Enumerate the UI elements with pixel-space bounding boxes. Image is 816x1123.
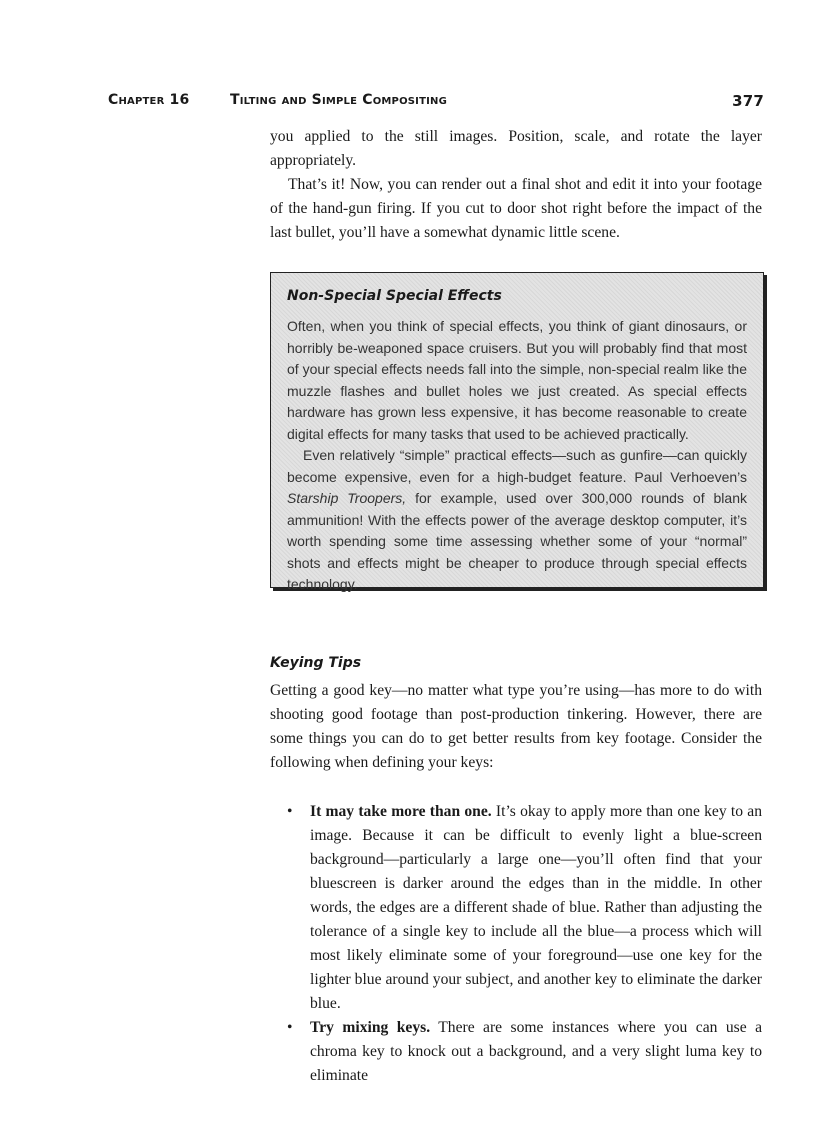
tip-text: There are some instances where you can use a chroma key to knock out a background, and a very slight luma key to eliminate [310,1019,762,1084]
sidebar-box [270,272,764,592]
intro-text [270,125,762,245]
tip-lead: Try mixing keys. [310,1019,431,1036]
section-heading: Keying Tips [270,655,362,671]
tip-lead: It may take more than one. [310,803,492,820]
tips-list [270,800,762,1088]
tip-text: It’s okay to apply more than one key to an image. Because it can be difficult to evenly light a blue-screen background—particularly a large one—you’ll often find that your bluescreen is darker around the edges than in the middle. In other words, the edges are a different shade of blue. Rather than adjusting the tolerance of a single key to include all the blue—a process which will most likely eliminate some of your foreground—use one key for the lighter blue around your subject, and another key to eliminate the darker blue. [310,803,762,1012]
sidebar-paragraph-1: Often, when you think of special effects, you think of giant dinosaurs, or horribly be-weaponed space cruisers. But you will probably find that most of your special effects needs fall into the simple, non-special realm like the muzzle flashes and bullet holes we just created. As special effects hardware has grown less expensive, it has become reasonable to create digital effects for many tasks that used to be achieved practically. [287,318,747,442]
sidebar-p2-start: Even relatively “simple” practical effects—such as gunfire—can quickly become expensive, even for a high-budget feature. Paul Verhoeven’s [287,447,747,485]
chapter-label: Chapter 16 [108,92,190,108]
keying-intro-paragraph: Getting a good key—no matter what type you’re using—has more to do with shooting good footage than post-production tinkering. However, there are some things you can do to get better results from key footage. Consider the following when defining your keys: [270,682,762,771]
list-item [270,800,762,1016]
film-title: Starship Troopers, [287,490,407,506]
sidebar-p2-end: for example, used over 300,000 rounds of blank ammunition! With the effects power of the average desktop computer, it’s worth spending some time assessing whether some of your “normal” shots and effects might be cheaper to produce through special effects technology. [287,490,747,592]
page-number: 377 [732,92,764,110]
sidebar-title: Non-Special Special Effects [287,288,502,304]
bullet-icon: • [287,1019,293,1036]
keying-intro [270,679,762,775]
intro-paragraph-2: That’s it! Now, you can render out a final shot and edit it into your footage of the hand-gun firing. If you cut to door shot right before the impact of the last bullet, you’ll have a somewhat dynamic little scene. [270,176,762,241]
intro-paragraph-1: you applied to the still images. Position, scale, and rotate the layer appropriately. [270,128,762,169]
bullet-icon: • [287,803,293,820]
chapter-title: Tilting and Simple Compositing [230,92,448,108]
list-item [270,1016,762,1088]
sidebar-paragraph-2 [287,445,747,596]
